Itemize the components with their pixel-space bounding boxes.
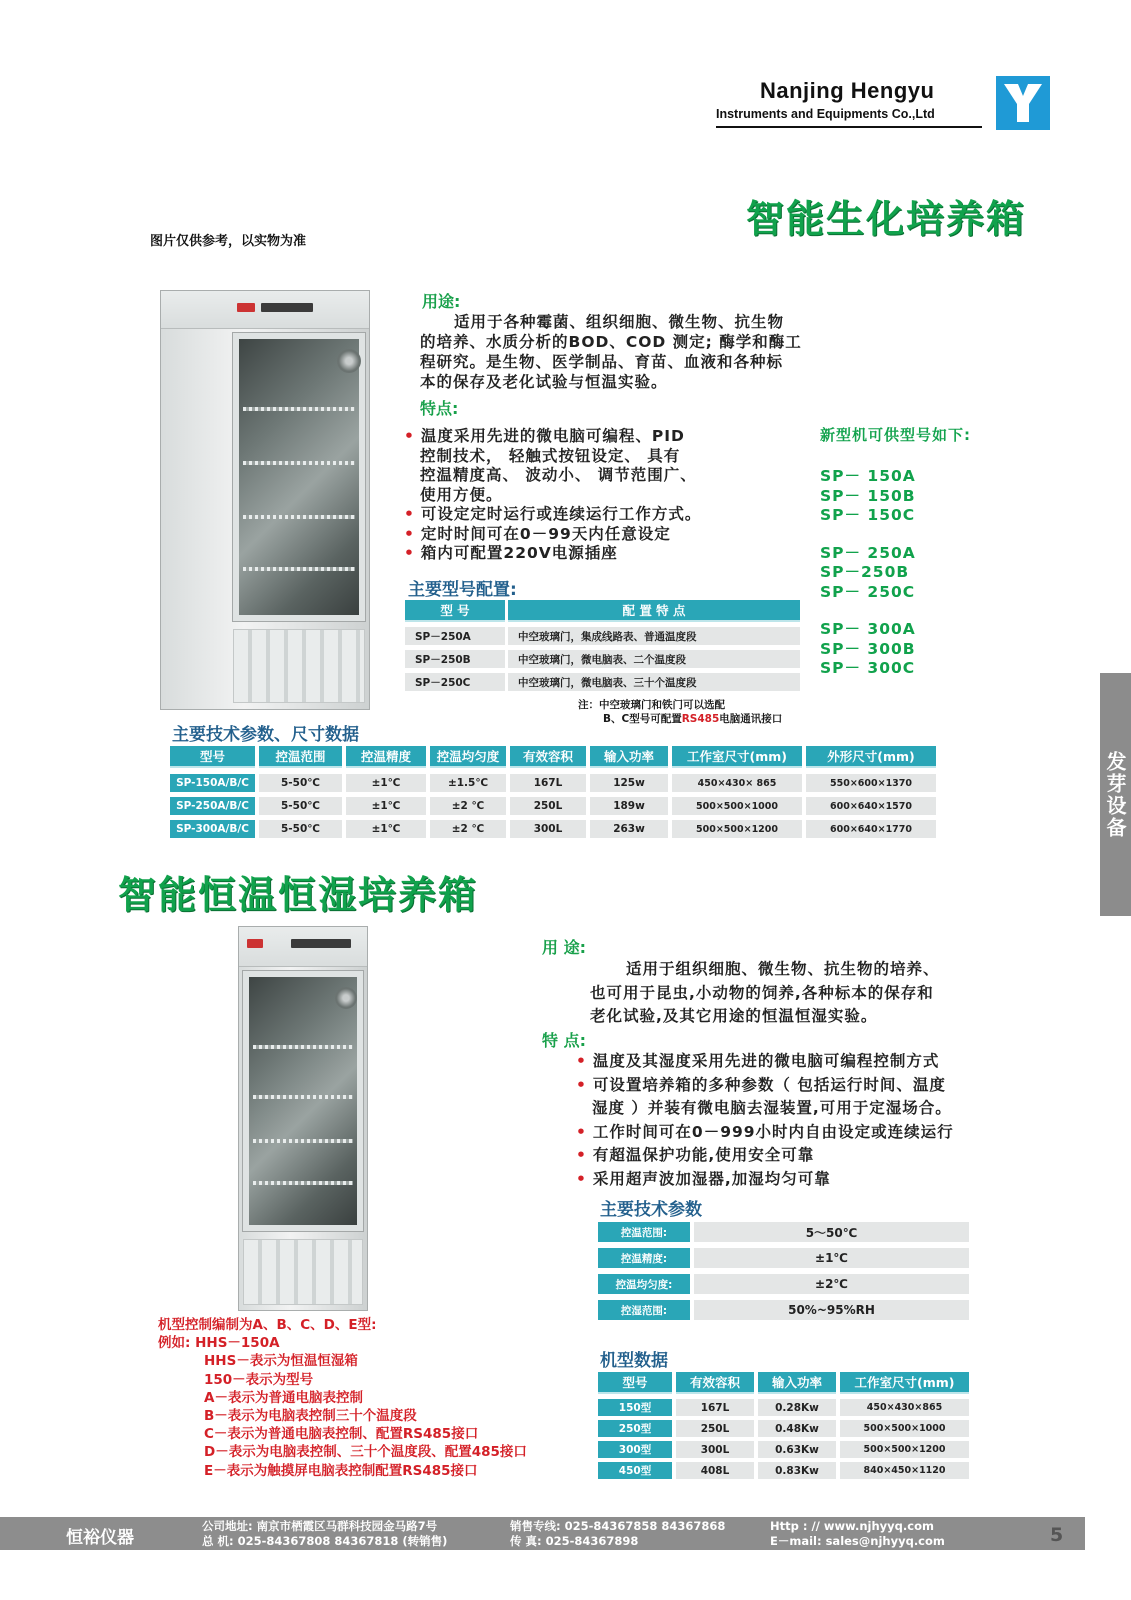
config-cell: 中空玻璃门，微电脑表、三十个温度段 bbox=[508, 673, 800, 691]
footer-fax: 传 真: 025-84367898 bbox=[510, 1534, 639, 1548]
feature-item: • 温度及其湿度采用先进的微电脑可编程控制方式 bbox=[576, 1052, 940, 1070]
config-header-model: 型 号 bbox=[405, 600, 505, 622]
feature-item: • 定时时间可在0－99天内任意设定 bbox=[404, 524, 671, 543]
footer-sales: 销售专线: 025-84367858 84367868 bbox=[510, 1519, 726, 1533]
section1-title: 智能生化培养箱 bbox=[746, 197, 1027, 241]
company-subtitle: Instruments and Equipments Co.,Ltd bbox=[716, 107, 935, 121]
spec-cell: 300L bbox=[510, 820, 586, 838]
feature-item: • 采用超声波加湿器,加湿均匀可靠 bbox=[576, 1169, 831, 1188]
spec-header: 控温精度 bbox=[346, 746, 426, 768]
section1-usage-heading: 用途: bbox=[422, 292, 461, 311]
spec-cell: ±1℃ bbox=[346, 820, 426, 838]
spec-cell: 550×600×1370 bbox=[806, 774, 936, 792]
config-note-1: 注：中空玻璃门和铁门可以选配 bbox=[578, 699, 725, 711]
company-name: Nanjing Hengyu bbox=[760, 78, 935, 103]
config-cell: SP－250C bbox=[405, 673, 505, 691]
spec-header: 外形尺寸(mm) bbox=[806, 746, 936, 768]
spec-cell: 5-50℃ bbox=[259, 820, 342, 838]
footer-email-link[interactable]: E－mail: sales@njhyyq.com bbox=[770, 1534, 945, 1548]
spec-cell: ±1℃ bbox=[346, 797, 426, 815]
section1-usage-text: 适用于各种霉菌、组织细胞、微生物、抗生物 的培养、水质分析的BOD、COD 测定; 酶学和酶工 程研究。是生物、医学制品、育苗、血液和各种标 本的保存及老化试验与恒温实验。 bbox=[420, 313, 802, 391]
section2-features-heading: 特 点: bbox=[542, 1031, 586, 1050]
spec-header: 控温范围 bbox=[259, 746, 342, 768]
config-cell: 中空玻璃门，集成线路表、普通温度段 bbox=[508, 627, 800, 645]
spec-cell: 167L bbox=[510, 774, 586, 792]
spec-heading: 主要技术参数、尺寸数据 bbox=[172, 725, 359, 745]
config-heading: 主要型号配置: bbox=[408, 580, 517, 600]
spec-cell: 189w bbox=[590, 797, 668, 815]
feature-item: • 可设定定时运行或连续运行工作方式。 bbox=[404, 505, 702, 523]
spec-cell: 250L bbox=[510, 797, 586, 815]
category-side-tab: 发芽设备 bbox=[1100, 673, 1131, 916]
spec-cell: 125w bbox=[590, 774, 668, 792]
section2-usage-heading: 用 途: bbox=[542, 938, 586, 957]
config-cell: 中空玻璃门，微电脑表、二个温度段 bbox=[508, 650, 800, 668]
spec-cell: SP-250A/B/C bbox=[170, 797, 255, 815]
footer-website-link[interactable]: Http : // www.njhyyq.com bbox=[770, 1519, 934, 1533]
feature-item: • 工作时间可在0－999小时内自由设定或连续运行 bbox=[576, 1122, 954, 1141]
spec-header: 有效容积 bbox=[510, 746, 586, 768]
section2-features-list: • 温度及其湿度采用先进的微电脑可编程控制方式 • 可设置培养箱的多种参数（ 包括运行时间、温度 湿度 ）并装有微电脑去湿装置,可用于定湿场合。 • 工作时间可在0－999小时内自由设定或连续运行 • 有超温保护功能,使用安全可靠 • 采用超声波加湿器,加湿均匀可靠 bbox=[576, 1050, 1016, 1191]
section1-features-heading: 特点: bbox=[420, 399, 459, 418]
feature-item: • 有超温保护功能,使用安全可靠 bbox=[576, 1146, 815, 1164]
section2-title: 智能恒温恒湿培养箱 bbox=[118, 873, 479, 917]
spec-cell: ±2 ℃ bbox=[430, 820, 506, 838]
config-note-2: B、C型号可配置RS485电脑通讯接口 bbox=[603, 713, 783, 725]
section1-features-list: • 温度采用先进的微电脑可编程、PID 控制技术， 轻触式按钮设定、 具有 控温精度高、 波动小、 调节范围广、 使用方便。 • 可设定定时运行或连续运行工作方式。 • 定时时间可在0－99天内任意设定 • 箱内可配置220V电源插座 bbox=[404, 427, 744, 564]
spec-cell: 263w bbox=[590, 820, 668, 838]
footer-phone: 总 机: 025-84367808 84367818 (转销售) bbox=[202, 1534, 448, 1548]
feature-item: • 可设置培养箱的多种参数（ 包括运行时间、温度 bbox=[576, 1075, 946, 1094]
feature-item: • 温度采用先进的微电脑可编程、PID bbox=[404, 427, 685, 445]
footer-brand: 恒裕仪器 bbox=[66, 1528, 134, 1548]
spec-cell: ±1.5℃ bbox=[430, 774, 506, 792]
spec-cell: SP-150A/B/C bbox=[170, 774, 255, 792]
header-underline bbox=[716, 126, 982, 128]
config-cell: SP－250A bbox=[405, 627, 505, 645]
spec-cell: 450×430× 865 bbox=[672, 774, 802, 792]
spec-cell: ±1℃ bbox=[346, 774, 426, 792]
params-heading: 主要技术参数 bbox=[600, 1200, 702, 1220]
feature-item: • 箱内可配置220V电源插座 bbox=[404, 544, 618, 562]
spec-header: 型号 bbox=[170, 746, 255, 768]
photo-disclaimer: 图片仅供参考，以实物为准 bbox=[150, 234, 307, 249]
spec-cell: 5-50℃ bbox=[259, 774, 342, 792]
section2-usage-text: 适用于组织细胞、微生物、抗生物的培养、 也可用于昆虫,小动物的饲养,各种标本的保存和 老化试验,及其它用途的恒温恒湿实验。 bbox=[590, 960, 940, 1025]
company-logo-icon bbox=[996, 76, 1050, 130]
spec-cell: SP-300A/B/C bbox=[170, 820, 255, 838]
model-code-legend: 机型控制编制为A、B、C、D、E型: 例如: HHS－150A HHS－表示为恒温恒湿箱 150－表示为型号 A－表示为普通电脑表控制 B－表示为电脑表控制三十个温度段 C－表示为普通电脑表控制、配置RS485接口 D－表示为电脑表控制、三十个温度段、配置485接口 E－表示为触摸屏电脑表控制配置RS485接口 bbox=[158, 1317, 527, 1479]
config-header-features: 配 置 特 点 bbox=[508, 600, 800, 622]
model-data-heading: 机型数据 bbox=[600, 1351, 668, 1371]
biochemical-incubator-image bbox=[160, 290, 370, 710]
humidity-incubator-image bbox=[238, 926, 368, 1311]
spec-header: 工作室尺寸(mm) bbox=[672, 746, 802, 768]
page-footer bbox=[0, 1517, 1085, 1550]
spec-cell: 600×640×1570 bbox=[806, 797, 936, 815]
spec-cell: 600×640×1770 bbox=[806, 820, 936, 838]
spec-cell: 5-50℃ bbox=[259, 797, 342, 815]
new-models-caption: 新型机可供型号如下: bbox=[820, 426, 971, 444]
page-number: 5 bbox=[1050, 1524, 1064, 1546]
spec-header: 输入功率 bbox=[590, 746, 668, 768]
spec-cell: 500×500×1000 bbox=[672, 797, 802, 815]
footer-address: 公司地址: 南京市栖霞区马群科技园金马路7号 bbox=[202, 1519, 438, 1533]
spec-cell: 500×500×1200 bbox=[672, 820, 802, 838]
new-models-list: 新型机可供型号如下: SP－ 150A SP－ 150B SP－ 150C SP－ 250A SP－250B SP－ 250C SP－ 300A SP－ 300B SP－ 300C bbox=[820, 426, 971, 677]
spec-cell: ±2 ℃ bbox=[430, 797, 506, 815]
spec-header: 控温均匀度 bbox=[430, 746, 506, 768]
config-cell: SP－250B bbox=[405, 650, 505, 668]
